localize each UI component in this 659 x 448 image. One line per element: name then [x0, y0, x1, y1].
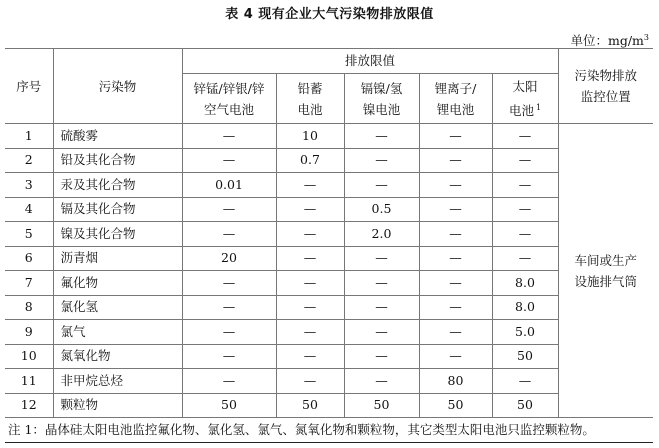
row-seq: 3 [5, 173, 53, 198]
row-limit-value: 50 [182, 393, 276, 418]
row-limit-value: — [276, 222, 344, 247]
row-pollutant: 非甲烷总烃 [53, 369, 182, 394]
header-battery-line1: 铅蓄 [297, 80, 323, 96]
row-limit-value: — [276, 173, 344, 198]
row-limit-value: — [492, 124, 558, 149]
row-limit-value: — [492, 369, 558, 394]
row-limit-value: 50 [276, 393, 344, 418]
row-seq: 1 [5, 124, 53, 149]
table-row [5, 271, 653, 296]
emission-limits-table [5, 48, 653, 443]
header-pollutant: 污染物 [53, 49, 182, 124]
header-limits-group: 排放限值 [182, 49, 558, 74]
row-seq: 4 [5, 197, 53, 222]
footnote-row [5, 418, 653, 443]
monitor-location-line1: 车间或生产 [574, 252, 637, 268]
header-battery-type [182, 74, 276, 124]
row-limit-value: 50 [492, 344, 558, 369]
header-monitor-line2: 监控位置 [580, 89, 631, 104]
row-limit-value: — [492, 222, 558, 247]
row-limit-value: 50 [344, 393, 419, 418]
row-limit-value: — [344, 271, 419, 296]
row-limit-value: 0.01 [182, 173, 276, 198]
row-limit-value: — [182, 295, 276, 320]
header-monitor-location [558, 49, 653, 124]
row-limit-value: — [344, 295, 419, 320]
monitor-location-line2: 设施排气筒 [574, 273, 637, 289]
row-pollutant: 氮氧化物 [53, 344, 182, 369]
row-limit-value: — [276, 246, 344, 271]
row-limit-value: — [419, 295, 492, 320]
table-row [5, 197, 653, 222]
row-seq: 10 [5, 344, 53, 369]
table-row [5, 124, 653, 149]
row-limit-value: — [419, 271, 492, 296]
row-seq: 9 [5, 320, 53, 345]
row-limit-value: — [344, 173, 419, 198]
row-pollutant: 沥青烟 [53, 246, 182, 271]
table-row [5, 222, 653, 247]
row-limit-value: — [344, 124, 419, 149]
row-limit-value: 0.7 [276, 148, 344, 173]
header-seq: 序号 [5, 49, 53, 124]
row-limit-value: — [492, 173, 558, 198]
row-limit-value: — [344, 320, 419, 345]
row-limit-value: 8.0 [492, 271, 558, 296]
row-limit-value: — [419, 197, 492, 222]
row-limit-value: 8.0 [492, 295, 558, 320]
header-battery-type [344, 74, 419, 124]
header-battery-type [492, 74, 558, 124]
row-limit-value: — [276, 295, 344, 320]
row-limit-value: 0.5 [344, 197, 419, 222]
row-limit-value: — [276, 369, 344, 394]
row-limit-value: — [182, 222, 276, 247]
table-row [5, 173, 653, 198]
row-limit-value: — [182, 344, 276, 369]
row-limit-value: — [419, 148, 492, 173]
row-limit-value: 80 [419, 369, 492, 394]
header-row-1 [5, 49, 653, 74]
row-pollutant: 氯气 [53, 320, 182, 345]
row-pollutant: 铅及其化合物 [53, 148, 182, 173]
header-battery-line2: 锂电池 [436, 101, 475, 117]
row-seq: 2 [5, 148, 53, 173]
row-seq: 12 [5, 393, 53, 418]
row-limit-value: — [344, 344, 419, 369]
row-seq: 7 [5, 271, 53, 296]
row-limit-value: — [182, 124, 276, 149]
row-limit-value: — [182, 148, 276, 173]
header-battery-line2: 电池 [508, 103, 534, 119]
header-battery-line1: 锂离子/ [434, 80, 477, 96]
row-limit-value: — [276, 344, 344, 369]
table-row [5, 320, 653, 345]
row-limit-value: 20 [182, 246, 276, 271]
row-limit-value: 10 [276, 124, 344, 149]
row-pollutant: 氟化物 [53, 271, 182, 296]
row-limit-value: — [419, 246, 492, 271]
row-pollutant: 氯化氢 [53, 295, 182, 320]
row-pollutant: 颗粒物 [53, 393, 182, 418]
row-limit-value: 50 [419, 393, 492, 418]
row-limit-value: — [419, 222, 492, 247]
table-row [5, 246, 653, 271]
row-seq: 6 [5, 246, 53, 271]
row-seq: 5 [5, 222, 53, 247]
unit-label [570, 31, 649, 49]
row-limit-value: — [344, 369, 419, 394]
unit-superscript: 3 [643, 32, 649, 42]
header-battery-line2: 电池 [297, 101, 323, 117]
row-limit-value: — [182, 369, 276, 394]
footnote-marker: 1 [535, 102, 542, 112]
row-limit-value: 50 [492, 393, 558, 418]
row-limit-value: — [276, 197, 344, 222]
table-row [5, 344, 653, 369]
table-row [5, 148, 653, 173]
monitor-location-cell [558, 124, 653, 418]
row-limit-value: — [492, 197, 558, 222]
row-limit-value: — [182, 320, 276, 345]
header-battery-line1: 镉镍/氢 [360, 80, 403, 96]
header-battery-line2: 空气电池 [203, 101, 254, 117]
row-limit-value: — [419, 124, 492, 149]
row-limit-value: — [419, 320, 492, 345]
row-limit-value: 5.0 [492, 320, 558, 345]
row-seq: 8 [5, 295, 53, 320]
row-seq: 11 [5, 369, 53, 394]
row-pollutant: 镉及其化合物 [53, 197, 182, 222]
header-battery-line2: 镍电池 [362, 101, 401, 117]
header-battery-line1: 锌锰/锌银/锌 [193, 80, 265, 96]
row-pollutant: 硫酸雾 [53, 124, 182, 149]
unit-text: 单位：mg/m [570, 33, 644, 48]
table-row [5, 369, 653, 394]
row-limit-value: — [182, 197, 276, 222]
row-limit-value: — [182, 271, 276, 296]
row-limit-value: — [419, 173, 492, 198]
header-battery-line1: 太阳 [512, 78, 538, 94]
table-row [5, 295, 653, 320]
header-battery-type [276, 74, 344, 124]
header-monitor-line1: 污染物排放 [574, 68, 637, 83]
header-battery-type [419, 74, 492, 124]
row-limit-value: — [492, 148, 558, 173]
row-limit-value: — [344, 148, 419, 173]
row-limit-value: — [344, 246, 419, 271]
table-caption: 表 4 现有企业大气污染物排放限值 [225, 7, 434, 22]
row-pollutant: 汞及其化合物 [53, 173, 182, 198]
table-row [5, 393, 653, 418]
footnote-text: 注 1：晶体硅太阳电池监控氟化物、氯化氢、氯气、氮氧化物和颗粒物，其它类型太阳电池只监控颗粒物。 [5, 418, 653, 443]
row-limit-value: — [492, 246, 558, 271]
row-limit-value: — [419, 344, 492, 369]
row-pollutant: 镍及其化合物 [53, 222, 182, 247]
row-limit-value: — [276, 320, 344, 345]
row-limit-value: — [276, 271, 344, 296]
row-limit-value: 2.0 [344, 222, 419, 247]
